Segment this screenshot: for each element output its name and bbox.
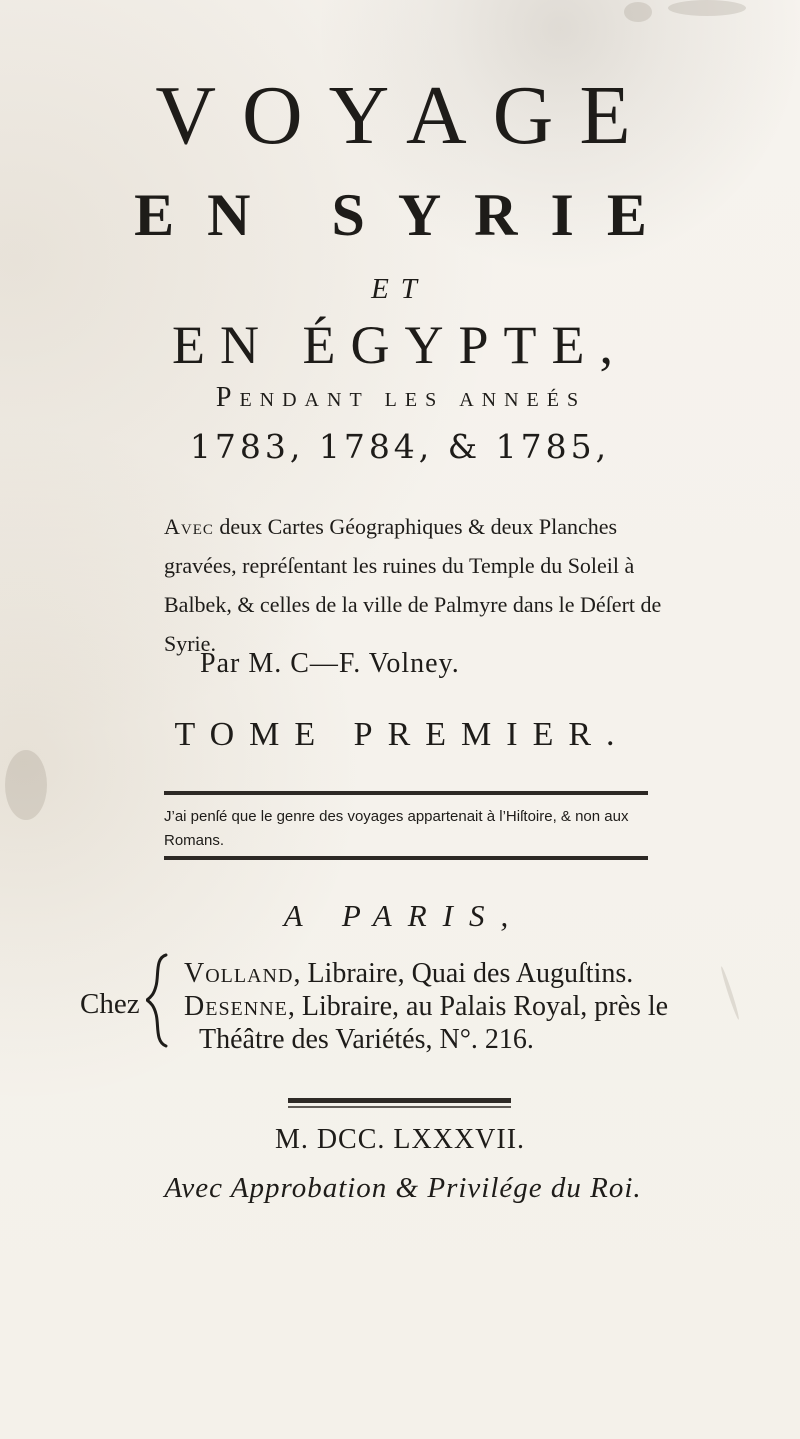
title-line-en-syrie: EN SYRIE — [134, 182, 680, 248]
paper-stain — [624, 2, 652, 22]
date-top-rule — [288, 1098, 511, 1103]
paper-stain — [668, 0, 746, 16]
royal-approbation: Avec Approbation & Privilége du Roi. — [164, 1172, 642, 1204]
quote-top-rule — [164, 791, 648, 795]
publisher-name-volland: Volland — [184, 958, 294, 989]
description-lead: Avec — [164, 514, 214, 539]
author-line: Par M. C—F. Volney. — [200, 648, 460, 679]
publisher-address-volland: , Libraire, Quai des Auguſtins. — [293, 958, 634, 989]
brace-icon — [146, 953, 172, 1048]
publisher-chez: Chez — [80, 988, 140, 1020]
publication-date: M. DCC. LXXXVII. — [274, 1124, 526, 1155]
date-top-rule-thin — [288, 1106, 511, 1108]
publisher-address-desenne: , Libraire, au Palais Royal, près le — [287, 991, 669, 1022]
epigraph-quote: J’ai penſé que le genre des voyages appartenait à l’Hiſtoire, & non aux Romans. — [164, 808, 629, 849]
publisher-line-desenne — [184, 993, 668, 1021]
subtitle-period: Pendant les anneés — [215, 382, 587, 413]
paper-stain — [5, 750, 47, 820]
place-of-publication: A PARIS, — [283, 898, 525, 933]
quote-bottom-rule — [164, 856, 648, 860]
publisher-name-desenne: Desenne — [184, 991, 288, 1022]
paper-stain — [719, 966, 740, 1020]
publisher-line-theatre: Théâtre des Variétés, N°. 216. — [199, 1024, 534, 1055]
description-text: deux Cartes Géographiques & deux Planches gravées, repréſentant les ruines du Temple du Soleil à Balbek, & celles de la ville de Palmyre dans le Déſert de Syrie. — [164, 514, 662, 656]
publisher-line-volland — [184, 960, 633, 988]
subtitle-years: 1783, 1784, & 1785, — [189, 427, 611, 466]
description-paragraph — [164, 507, 676, 663]
title-line-en-egypte: EN ÉGYPTE, — [172, 315, 628, 375]
title-line-et: ET — [371, 273, 429, 305]
title-line-voyage: VOYAGE — [155, 69, 657, 162]
publisher-block — [80, 948, 720, 1068]
volume-line: TOME PREMIER. — [174, 716, 630, 753]
